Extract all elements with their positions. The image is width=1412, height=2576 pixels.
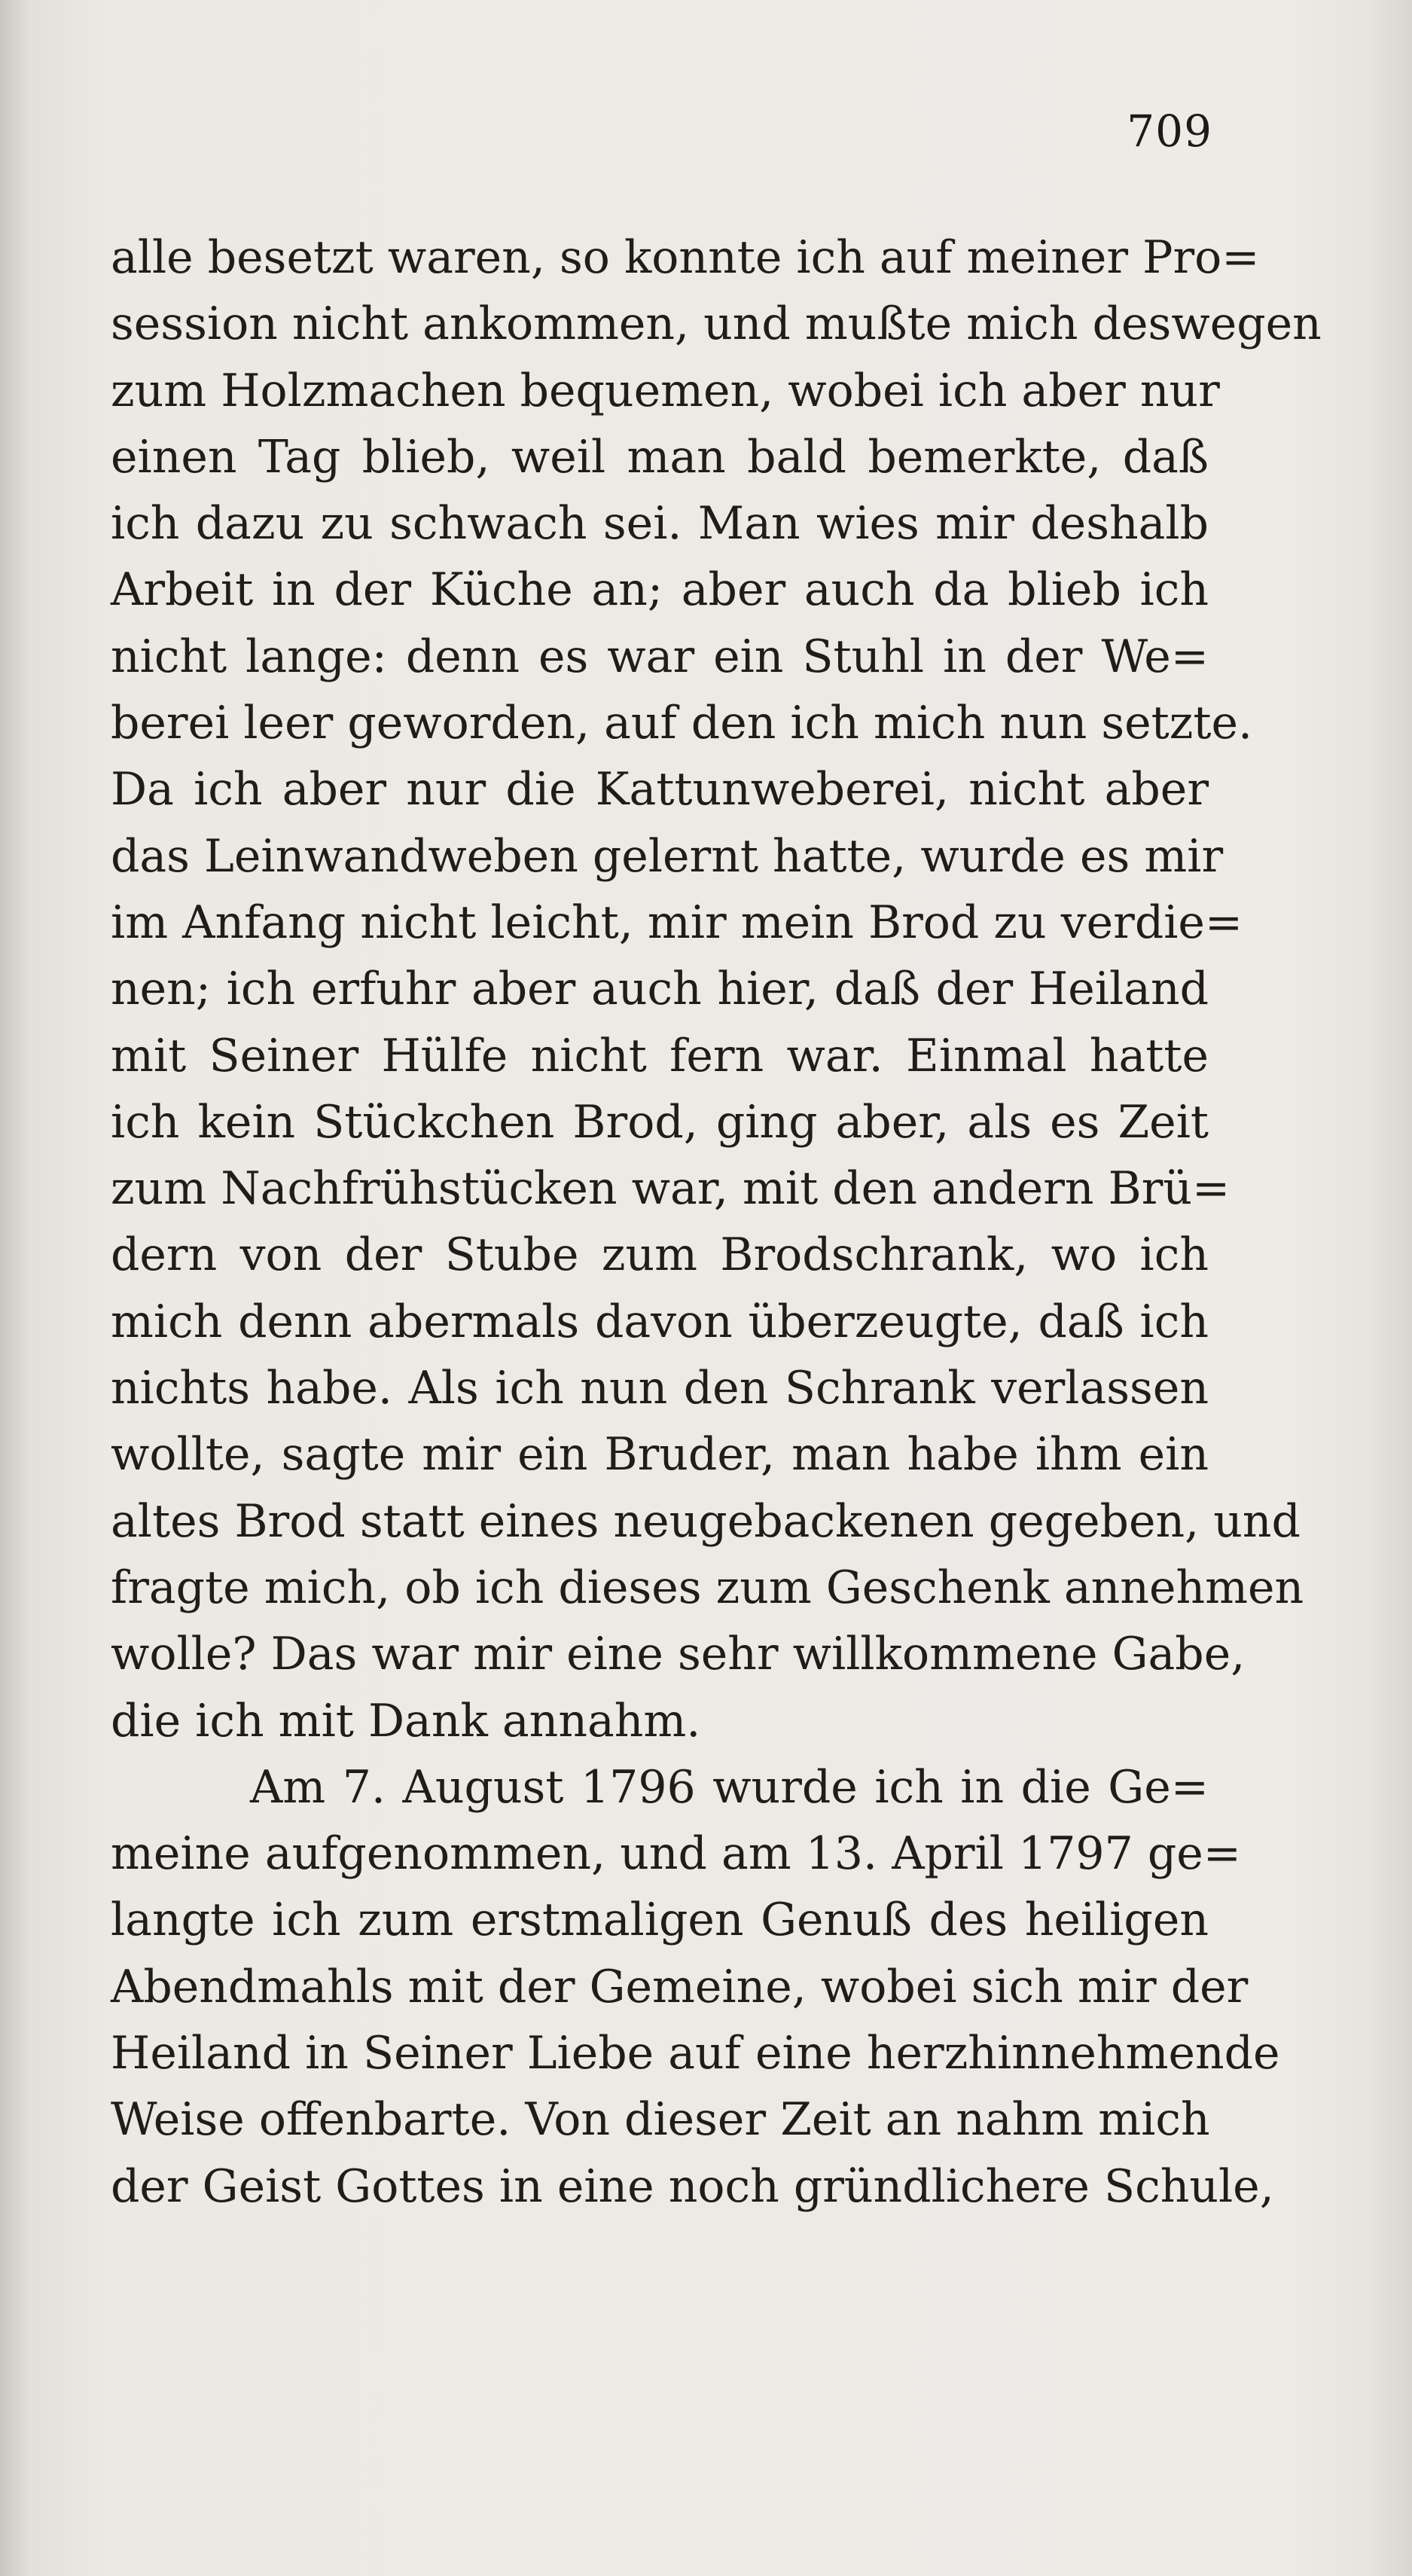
text-line: wollte, sagte mir ein Bruder, man habe ihm ein bbox=[111, 1428, 1209, 1482]
text-line: Da ich aber nur die Kattunweberei, nicht aber bbox=[111, 763, 1209, 816]
text-line: dern von der Stube zum Brodschrank, wo ich bbox=[111, 1228, 1209, 1282]
text-line: das Leinwandweben gelernt hatte, wurde es mir bbox=[111, 829, 1224, 883]
text-line: zum Nachfrühstücken war, mit den andern Brü= bbox=[111, 1162, 1231, 1216]
text-line: einen Tag blieb, weil man bald bemerkte, daß bbox=[111, 430, 1209, 484]
text-line: fragte mich, ob ich dieses zum Geschenk annehmen bbox=[111, 1561, 1304, 1614]
text-line: ich kein Stückchen Brod, ging aber, als es Zeit bbox=[111, 1095, 1209, 1149]
text-line: Arbeit in der Küche an; aber auch da blieb ich bbox=[111, 563, 1209, 617]
text-line: zum Holzmachen bequemen, wobei ich aber nur bbox=[111, 364, 1220, 417]
text-line: altes Brod statt eines neugebackenen gegeben, und bbox=[111, 1494, 1301, 1548]
page-number: 709 bbox=[1127, 105, 1212, 157]
text-line: Weise offenbarte. Von dieser Zeit an nahm mich bbox=[111, 2093, 1210, 2147]
text-line: wolle? Das war mir eine sehr willkommene Gabe, bbox=[111, 1628, 1246, 1681]
text-line: langte ich zum erstmaligen Genuß des heiligen bbox=[111, 1894, 1209, 1947]
text-line: Heiland in Seiner Liebe auf eine herzhinnehmende bbox=[111, 2027, 1280, 2080]
text-line: alle besetzt waren, so konnte ich auf meiner Pro= bbox=[111, 231, 1260, 284]
paragraph-end-line: die ich mit Dank annahm. bbox=[111, 1694, 701, 1747]
paragraph-start-line: Am 7. August 1796 wurde ich in die Ge= bbox=[250, 1760, 1209, 1814]
text-line: der Geist Gottes in eine noch gründlichere Schule, bbox=[111, 2159, 1274, 2213]
text-line: session nicht ankommen, und mußte mich deswegen bbox=[111, 298, 1322, 351]
text-line: Abendmahls mit der Gemeine, wobei sich mir der bbox=[111, 1960, 1249, 2013]
text-line: meine aufgenommen, und am 13. April 1797 ge= bbox=[111, 1827, 1242, 1881]
body-text bbox=[111, 224, 1322, 2220]
text-line: mich denn abermals davon überzeugte, daß ich bbox=[111, 1295, 1209, 1348]
text-line: mit Seiner Hülfe nicht fern war. Einmal hatte bbox=[111, 1029, 1209, 1082]
text-line: im Anfang nicht leicht, mir mein Brod zu verdie= bbox=[111, 896, 1243, 949]
text-line: nen; ich erfuhr aber auch hier, daß der Heiland bbox=[111, 963, 1209, 1016]
text-line: ich dazu zu schwach sei. Man wies mir deshalb bbox=[111, 497, 1209, 551]
text-line: nicht lange: denn es war ein Stuhl in der We= bbox=[111, 630, 1209, 683]
text-line: berei leer geworden, auf den ich mich nun setzte. bbox=[111, 697, 1253, 750]
text-line: nichts habe. Als ich nun den Schrank verlassen bbox=[111, 1362, 1209, 1415]
